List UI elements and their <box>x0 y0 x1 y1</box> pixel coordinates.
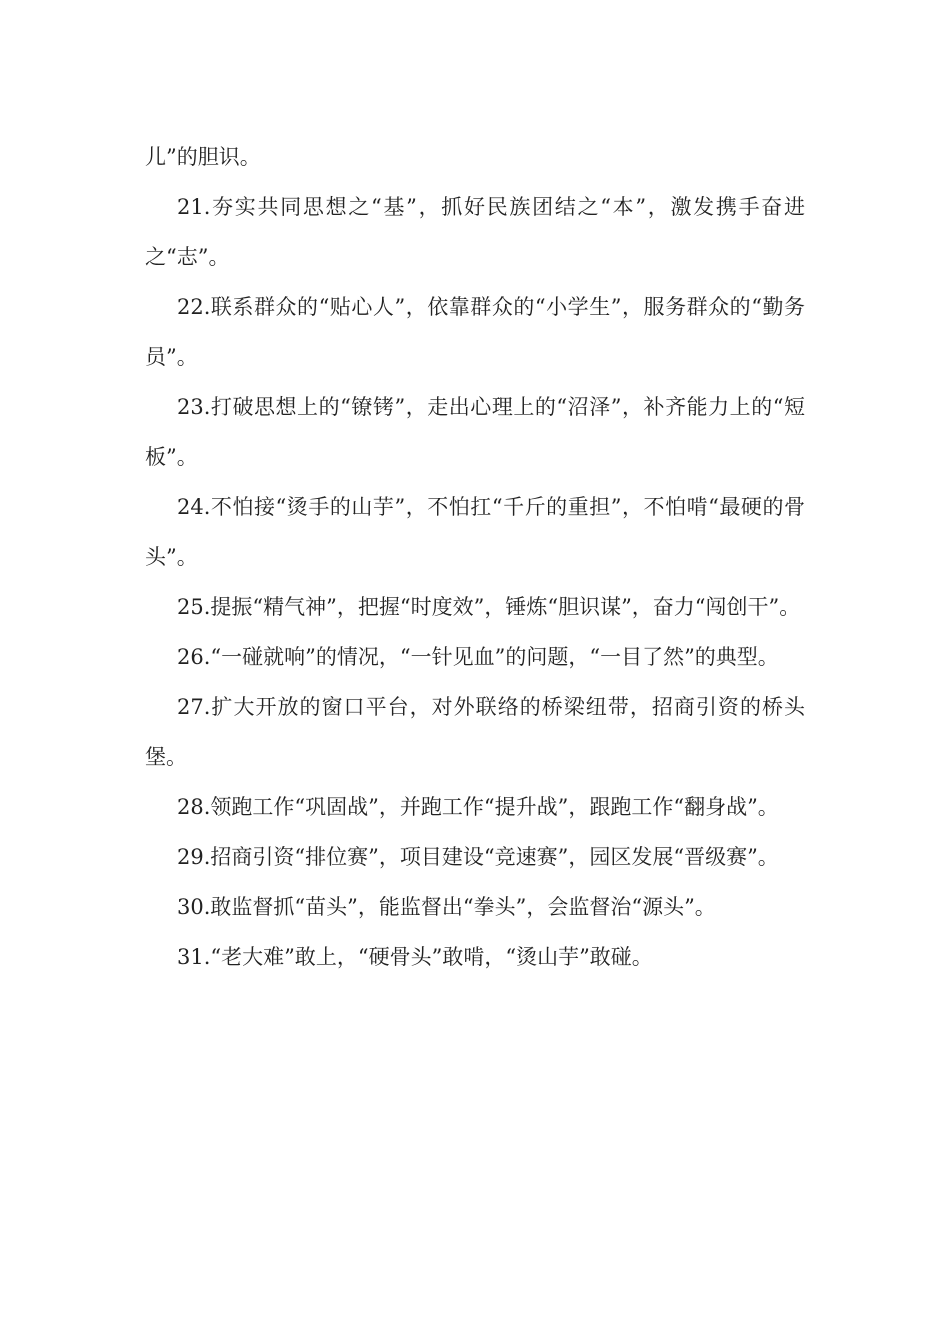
paragraph-31: 31.“老大难”敢上，“硬骨头”敢啃，“烫山芋”敢碰。 <box>177 945 653 969</box>
paragraph-29: 29.招商引资“排位赛”，项目建设“竞速赛”，园区发展“晋级赛”。 <box>177 845 779 869</box>
paragraph-28: 28.领跑工作“巩固战”，并跑工作“提升战”，跟跑工作“翻身战”。 <box>177 795 779 819</box>
paragraph-21: 21.夯实共同思想之“基”，抓好民族团结之“本”，激发携手奋进之“志”。 <box>145 195 805 269</box>
paragraph-27: 27.扩大开放的窗口平台，对外联络的桥梁纽带，招商引资的桥头堡。 <box>145 695 805 769</box>
paragraph-26: 26.“一碰就响”的情况，“一针见血”的问题，“一目了然”的典型。 <box>177 645 779 669</box>
paragraph-22: 22.联系群众的“贴心人”，依靠群众的“小学生”，服务群众的“勤务员”。 <box>145 295 805 369</box>
paragraph-23: 23.打破思想上的“镣铐”，走出心理上的“沼泽”，补齐能力上的“短板”。 <box>145 395 805 469</box>
paragraph-25: 25.提振“精气神”，把握“时度效”，锤炼“胆识谋”，奋力“闯创干”。 <box>177 595 801 619</box>
document-body <box>145 132 805 982</box>
paragraph-30: 30.敢监督抓“苗头”，能监督出“拳头”，会监督治“源头”。 <box>177 895 716 919</box>
paragraph-24: 24.不怕接“烫手的山芋”，不怕扛“千斤的重担”，不怕啃“最硬的骨头”。 <box>145 495 805 569</box>
paragraph-continuation: 儿”的胆识。 <box>145 145 261 169</box>
